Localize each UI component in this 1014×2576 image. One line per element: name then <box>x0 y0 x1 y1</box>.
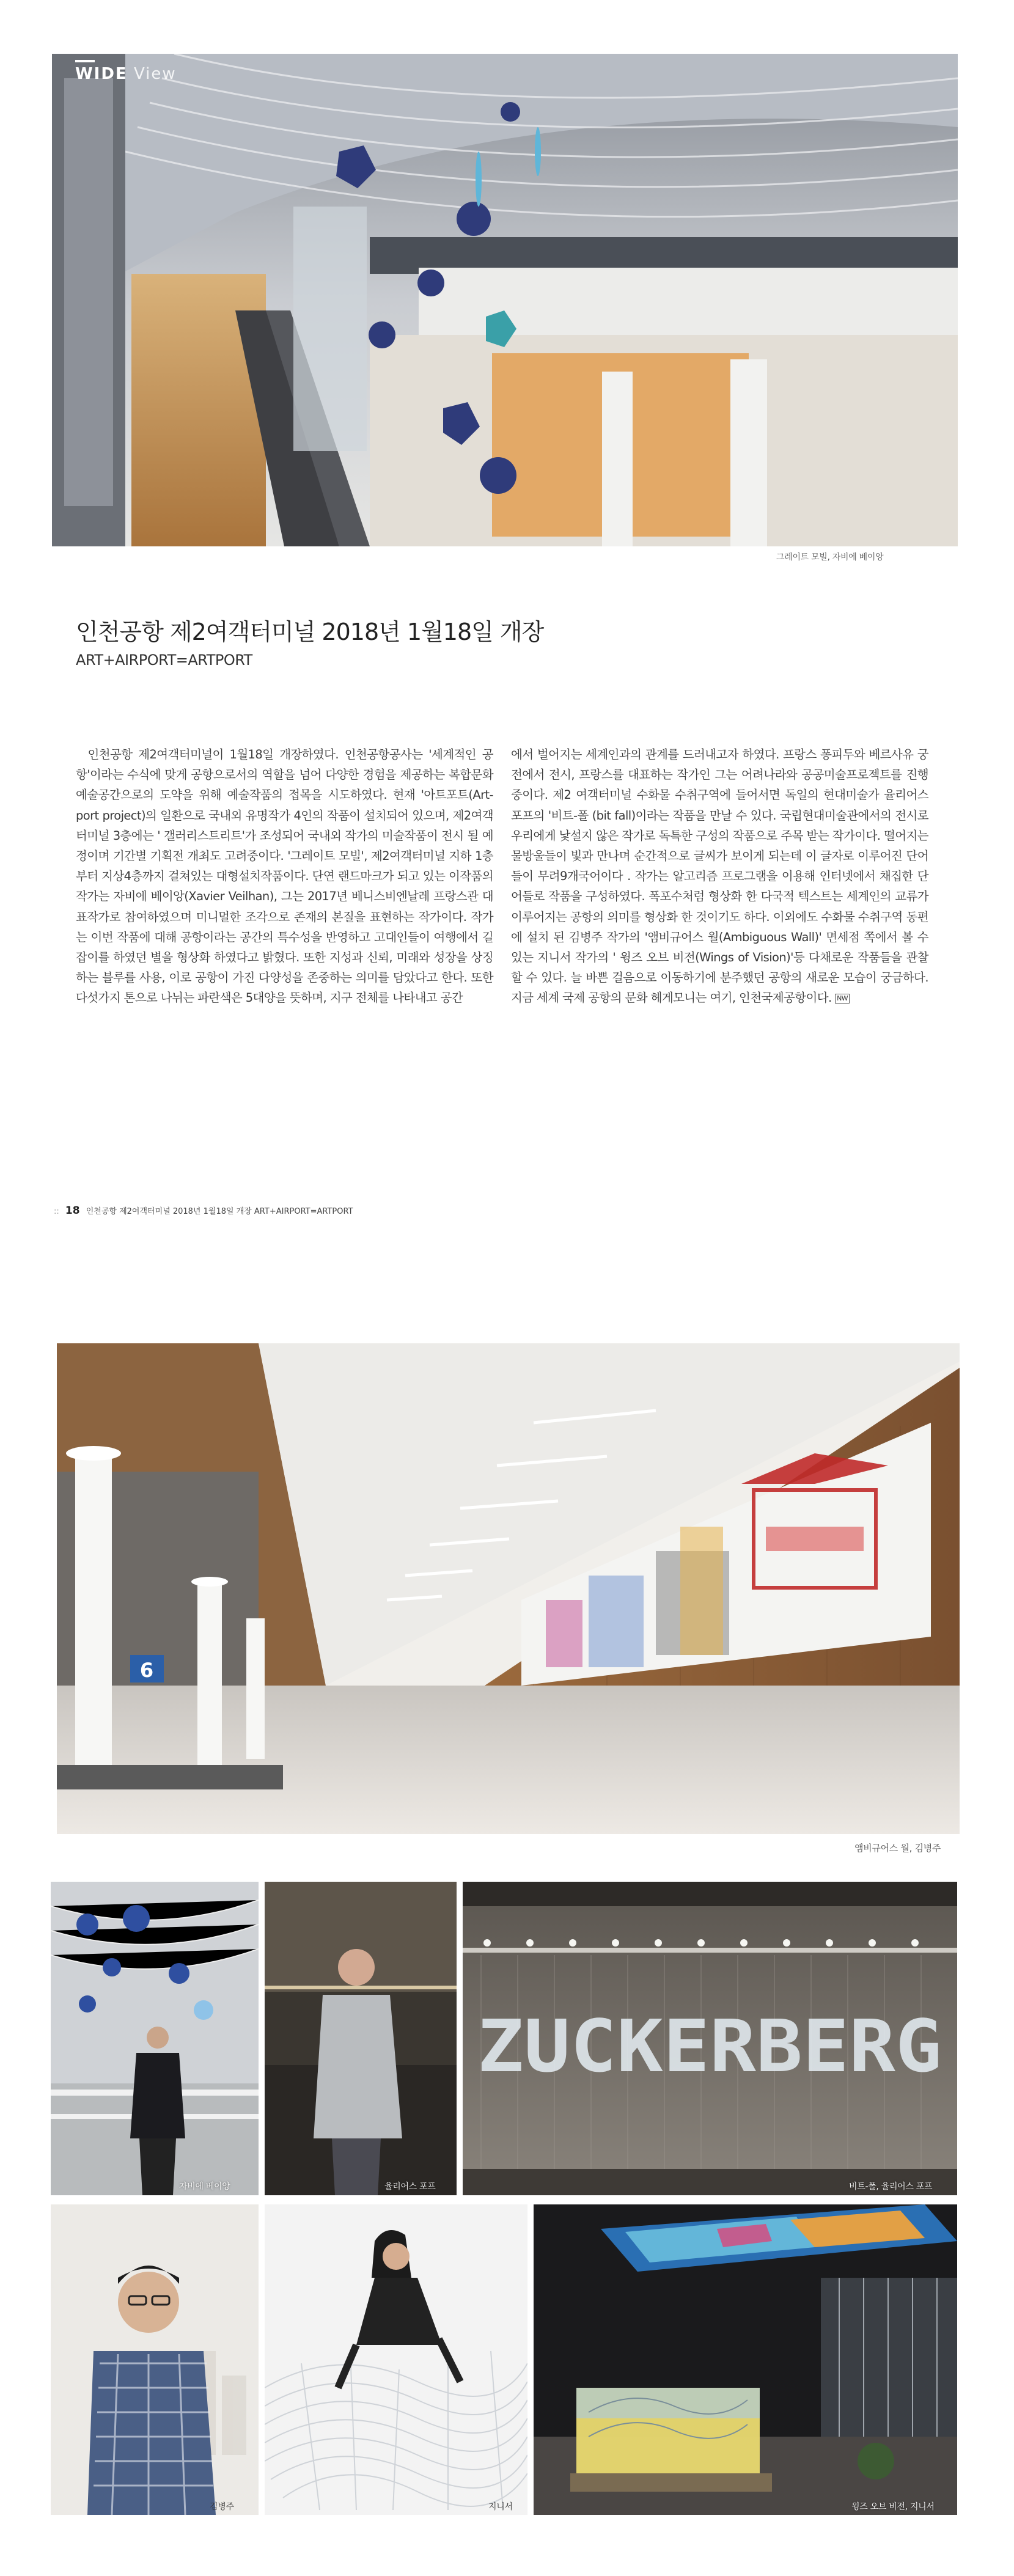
folio <box>54 1205 353 1217</box>
end-mark: NW <box>835 994 850 1004</box>
hero-caption: 그레이트 모빌, 자비에 베이앙 <box>776 552 884 562</box>
photo-wings-of-vision <box>534 2204 957 2515</box>
photo-bit-fall <box>463 1882 957 2195</box>
hero-photo-great-mobile <box>52 54 958 546</box>
running-title: 인천공항 제2여객터미널 2018년 1월18일 개장 ART+AIRPORT=ARTPORT <box>86 1207 353 1216</box>
ambiguous-wall-caption: 앰비규어스 월, 김병주 <box>854 1843 941 1854</box>
bit-fall-text: ZUCKERBERG <box>477 2004 942 2088</box>
gate-number: 6 <box>139 1659 154 1682</box>
photo-julius-popp <box>265 1882 457 2195</box>
article-paragraph-1: 인천공항 제2여객터미널이 1월18일 개장하였다. 인천공항공사는 '세계적인 공항'이라는 수식에 맞게 공항으로서의 역할을 넘어 다양한 경험을 제공하는 복합문화예술공간으로의 도약을 위해 예술작품의 접목을 시도하였다. 현재 '아트포트(Art-port project)의 일환으로 국내외 유명작가 4인의 작품이 설치되어 있으며, 제2여객터미널 3층에는 ' 갤러리스트리트'가 조성되어 국내외 작가의 미술작품이 전시 될 예정이며 기간별 기획전 개최도 고려중이다. '그레이트 모빌', 제2여객터미널 지하 1층부터 지상4층까지 걸쳐있는 대형설치작품이다. 단연 랜드마크가 되고 있는 이작품의 작가는 자비에 베이앙(Xavier Veilhan), 그는 2017년 베니스비엔날레 프랑스관 대표작가로 참여하였으며 미니멀한 조각으로 존재의 본질을 표현하는 작가이다. 작가는 이번 작품에 대해 공항이라는 공간의 특수성을 반영하고 고대인들이 여행에서 길잡이를 하였던 별을 형상화 하였다고 밝혔다. 또한 지성과 신뢰, 미래와 성장을 상징하는 블루를 사용, 이로 공항이 가진 다양성을 존중하는 의미를 담았다고 한다. 또한 다섯가지 톤으로 나뉘는 파란색은 5대양을 뜻하며, 지구 전체를 나타내고 공간 <box>76 747 493 1005</box>
section-label-bold: WIDE <box>75 65 128 83</box>
caption-xavier-veilhan: 자비에 베이앙 <box>179 2182 230 2192</box>
photo-ambiguous-wall <box>57 1343 960 1834</box>
page-number: 18 <box>65 1205 80 1217</box>
folio-marker: :: <box>54 1207 59 1216</box>
photo-jini-seo <box>265 2204 527 2515</box>
caption-bit-fall: 비트-폴, 율리어스 포프 <box>849 2182 933 2192</box>
caption-julius-popp: 율리어스 포프 <box>384 2182 436 2192</box>
article-title: 인천공항 제2여객터미널 2018년 1월18일 개장 <box>76 618 544 645</box>
section-header <box>75 60 177 83</box>
article-column-2 <box>511 744 928 1008</box>
article-paragraph-2-text: 에서 벌어지는 세계인과의 관계를 드러내고자 하였다. 프랑스 퐁피두와 베르사유 궁전에서 전시, 프랑스를 대표하는 작가인 그는 어려나라와 공공미술프로젝트를 진행중이다. 제2 여객터미널 수화물 수취구역에 들어서면 독일의 현대미술가 율리어스 포프의 '비트-폴 (bit fall)이라는 작품을 만날 수 있다. 국립현대미술관에서의 전시로 우리에게 낯설지 않은 작가로 독특한 구성의 작품으로 주목 받는 작가이다. 떨어지는 물방울들이 빛과 만나며 순간적으로 글씨가 보이게 되는데 이 글자로 이루어진 단어들이 무려9개국어이다 . 작가는 알고리즘 프로그램을 이용해 인터넷에서 채집한 단어들로 작품을 구성하였다. 폭포수처럼 형상화 한 다국적 텍스트는 세계인의 교류가 이루어지는 공항의 의미를 형상화 한 것이기도 하다. 이외에도 수화물 수취구역 동편에 설치 된 김병주 작가의 '앰비규어스 월(Ambiguous Wall)' 면세점 쪽에서 볼 수 있는 지니서 작가의 ' 윙즈 오브 비전(Wings of Vision)'등 다채로운 작품들을 관찰 할 수 있다. 늘 바쁜 걸음으로 이동하기에 분주했던 공항의 새로운 모습이 궁금하다. 지금 세계 국제 공항의 문화 헤게모니는 여기, 인천국제공항이다. <box>511 747 928 1005</box>
photo-kim-byungjoo <box>51 2204 259 2515</box>
article-paragraph-2 <box>511 744 928 1008</box>
section-rule <box>75 60 95 62</box>
caption-jini-seo: 지니서 <box>488 2502 513 2512</box>
caption-wings-of-vision: 윙즈 오브 비전, 지니서 <box>851 2502 935 2512</box>
article-subtitle: ART+AIRPORT=ARTPORT <box>76 651 252 669</box>
section-label-light: View <box>133 65 177 83</box>
caption-kim-byungjoo: 김병주 <box>210 2502 234 2512</box>
article-column-1 <box>76 744 493 1008</box>
photo-xavier-veilhan <box>51 1882 259 2195</box>
